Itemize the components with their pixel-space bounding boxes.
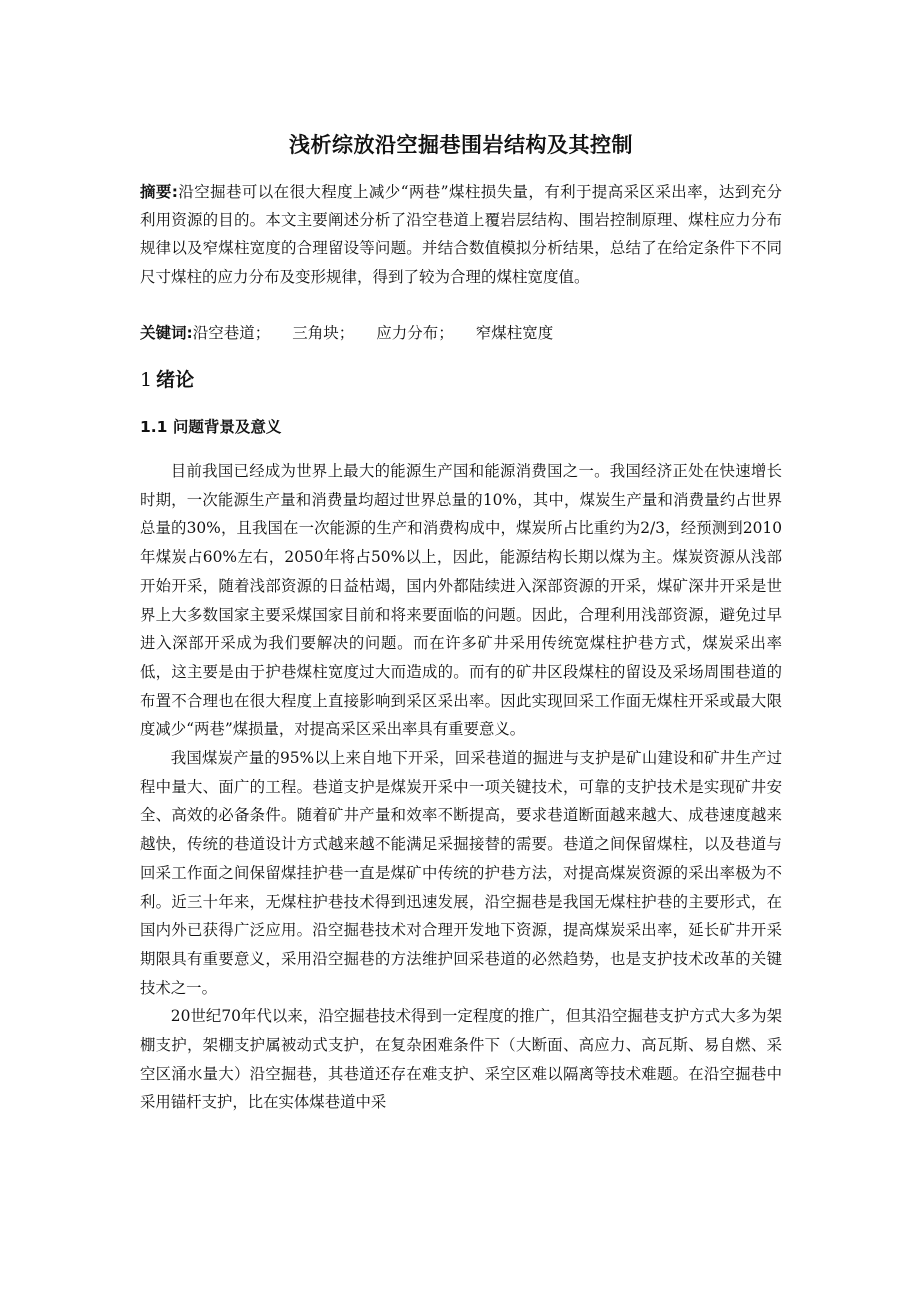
keywords (140, 319, 782, 347)
paragraph: 20世纪70年代以来，沿空掘巷技术得到一定程度的推广，但其沿空掘巷支护方式大多为架棚支护，架棚支护属被动式支护，在复杂困难条件下（大断面、高应力、高瓦斯、易自燃、采空区涌水量大）沿空掘巷，其巷道还存在难支护、采空区难以隔离等技术难题。在沿空掘巷中采用锚杆支护，比在实体煤巷道中采 (140, 1007, 782, 1112)
section-number: 1 (140, 369, 153, 391)
abstract-text: 沿空掘巷可以在很大程度上减少“两巷”煤柱损失量，有利于提高采区采出率，达到充分利用资源的目的。本文主要阐述分析了沿空巷道上覆岩层结构、围岩控制原理、煤柱应力分布规律以及窄煤柱宽度的合理留设等问题。并结合数值模拟分析结果，总结了在给定条件下不同尺寸煤柱的应力分布及变形规律，得到了较为合理的煤柱宽度值。 (140, 183, 782, 286)
section-heading-1 (140, 365, 194, 395)
keyword-item: 窄煤柱宽度 (475, 324, 554, 342)
section-title: 绪论 (156, 369, 195, 391)
abstract-label: 摘要: (140, 183, 178, 201)
keyword-item: 应力分布； (376, 324, 454, 342)
body-text (140, 457, 782, 1117)
paragraph: 我国煤炭产量的95%以上来自地下开采，回采巷道的掘进与支护是矿山建设和矿井生产过程中量大、面广的工程。巷道支护是煤炭开采中一项关键技术，可靠的支护技术是实现矿井安全、高效的必备条件。随着矿井产量和效率不断提高，要求巷道断面越来越大、成巷速度越来越快，传统的巷道设计方式越来越不能满足采掘接替的需要。巷道之间保留煤柱，以及巷道与回采工作面之间保留煤挂护巷一直是煤矿中传统的护巷方法，对提高煤炭资源的采出率极为不利。近三十年来，无煤柱护巷技术得到迅速发展，沿空掘巷是我国无煤柱护巷的主要形式，在国内外已获得广泛应用。沿空掘巷技术对合理开发地下资源，提高煤炭采出率，延长矿井开采期限具有重要意义，采用沿空掘巷的方法维护回采巷道的必然趋势，也是支护技术改革的关键技术之一。 (140, 749, 782, 997)
paragraph: 目前我国已经成为世界上最大的能源生产国和能源消费国之一。我国经济正处在快速增长时期，一次能源生产量和消费量均超过世界总量的10%，其中，煤炭生产量和消费量约占世界总量的30%，且我国在一次能源的生产和消费构成中，煤炭所占比重约为2/3，经预测到2010年煤炭占60%左右，2050年将占50%以上，因此，能源结构长期以煤为主。煤炭资源从浅部开始开采，随着浅部资源的日益枯竭，国内外都陆续进入深部资源的开采，煤矿深井开采是世界上大多数国家主要采煤国家目前和将来要面临的问题。因此，合理利用浅部资源，避免过早进入深部开采成为我们要解决的问题。而在许多矿井采用传统宽煤柱护巷方式，煤炭采出率低，这主要是由于护巷煤柱宽度过大而造成的。而有的矿井区段煤柱的留设及采场周围巷道的布置不合理也在很大程度上直接影响到采区采出率。因此实现回采工作面无煤柱开采或最大限度减少“两巷”煤损量，对提高采区采出率具有重要意义。 (140, 462, 782, 739)
keywords-label: 关键词: (140, 324, 193, 342)
subsection-heading-1-1: 1.1 问题背景及意义 (140, 418, 282, 436)
document-title: 浅析综放沿空掘巷围岩结构及其控制 (289, 133, 633, 157)
abstract (140, 178, 782, 291)
keyword-item: 沿空巷道； (192, 324, 271, 342)
keyword-item: 三角块； (292, 324, 355, 342)
